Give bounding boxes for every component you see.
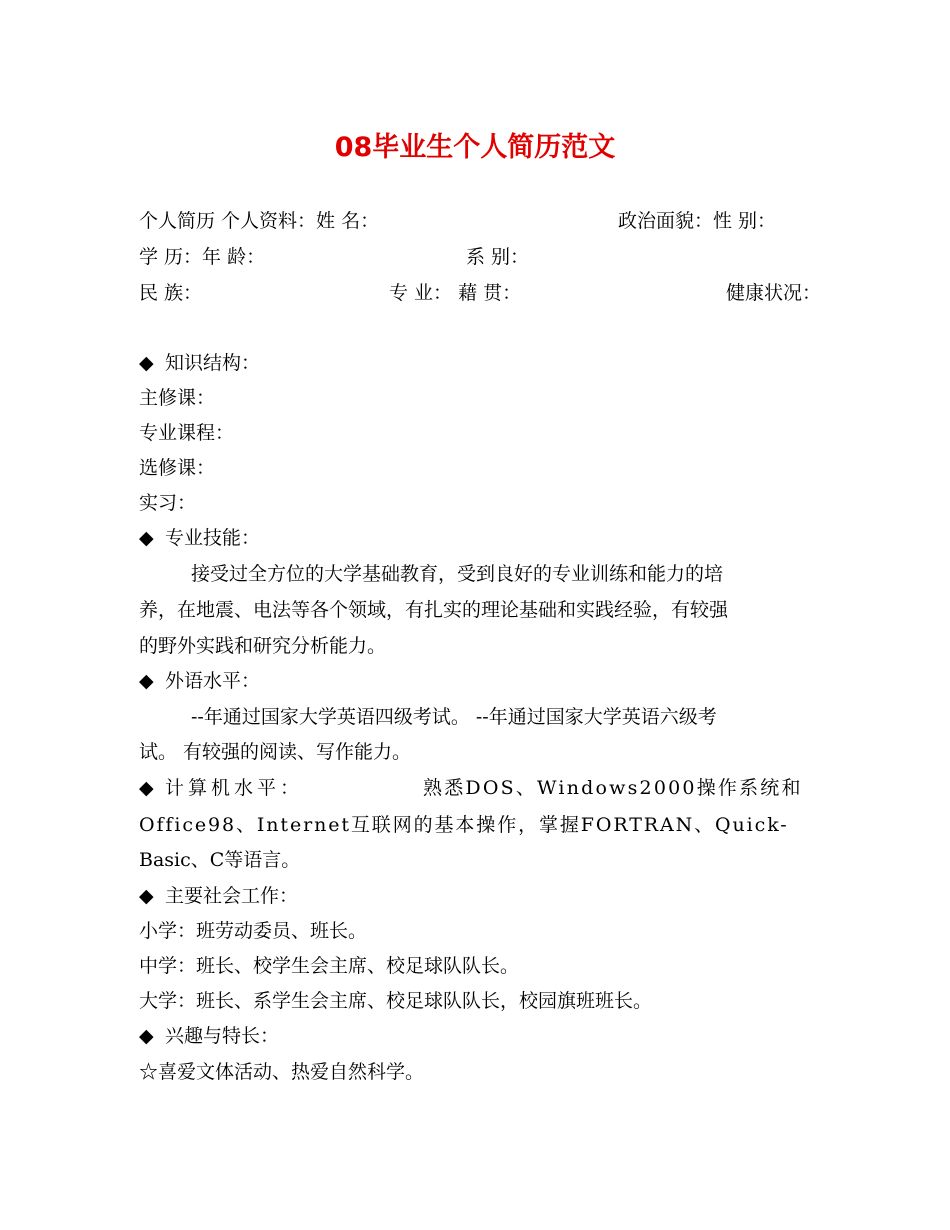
diamond-bullet-icon: ◆ [139,670,154,692]
skills-paragraph-line [139,559,813,589]
internship-label: 实习： [139,492,197,514]
language-text-line1: --年通过国家大学英语四级考试。 --年通过国家大学英语六级考 [191,706,717,728]
info-row3-middle: 专 业： 藉 贯： [389,282,522,304]
info-row3-left: 民 族： [139,282,203,304]
hobby-item: ☆喜爱文体活动、热爱自然科学。 [139,1061,425,1083]
section-hobbies-heading [139,1021,813,1051]
info-row2-left: 学 历：年 龄： [139,246,266,268]
computer-text-line2: Office98、Internet互联网的基本操作，掌握FORTRAN、Quick- [139,814,789,836]
language-paragraph-line [139,702,813,732]
diamond-bullet-icon: ◆ [139,777,154,799]
info-row1-right: 政治面貌：性 别： [618,210,777,232]
section-heading-text: 兴趣与特长： [165,1025,280,1047]
social-university: 大学：班长、系学生会主席、校足球队队长，校园旗班班长。 [139,990,653,1012]
document-title: 08毕业生个人简历范文 [334,132,616,163]
info-row2-right: 系 别： [466,246,530,268]
electives-label: 选修课： [139,457,216,479]
computer-text-line1: 熟悉DOS、Windows2000操作系统和 [423,777,803,799]
section-skills-heading [139,523,813,553]
diamond-bullet-icon: ◆ [139,527,154,549]
section-heading-text: 外语水平： [165,670,261,692]
info-row1-left: 个人简历 个人资料：姓 名： [139,210,380,232]
diamond-bullet-icon: ◆ [139,1025,154,1047]
section-language-heading [139,666,813,696]
skills-text-line2: 养，在地震、电法等各个领域，有扎实的理论基础和实践经验，有较强 [139,599,729,621]
section-heading-text: 知识结构： [165,352,261,374]
social-middle-school: 中学：班长、校学生会主席、校足球队队长。 [139,955,520,977]
professional-courses-label: 专业课程： [139,422,235,444]
computer-text-line3: Basic、C等语言。 [139,849,301,871]
section-heading-text: 主要社会工作： [165,885,299,907]
diamond-bullet-icon: ◆ [139,352,154,374]
major-courses-label: 主修课： [139,387,216,409]
diamond-bullet-icon: ◆ [139,885,154,907]
section-knowledge-heading [139,348,813,378]
section-heading-text: 计算机水平： [165,777,304,799]
social-primary-school: 小学：班劳动委员、班长。 [139,920,368,942]
section-social-heading [139,881,813,911]
skills-text-line1: 接受过全方位的大学基础教育，受到良好的专业训练和能力的培 [191,563,724,585]
language-text-line2: 试。 有较强的阅读、写作能力。 [139,741,412,763]
skills-text-line3: 的野外实践和研究分析能力。 [139,635,387,657]
info-row3-right: 健康状况： [726,282,822,304]
section-heading-text: 专业技能： [165,527,261,549]
